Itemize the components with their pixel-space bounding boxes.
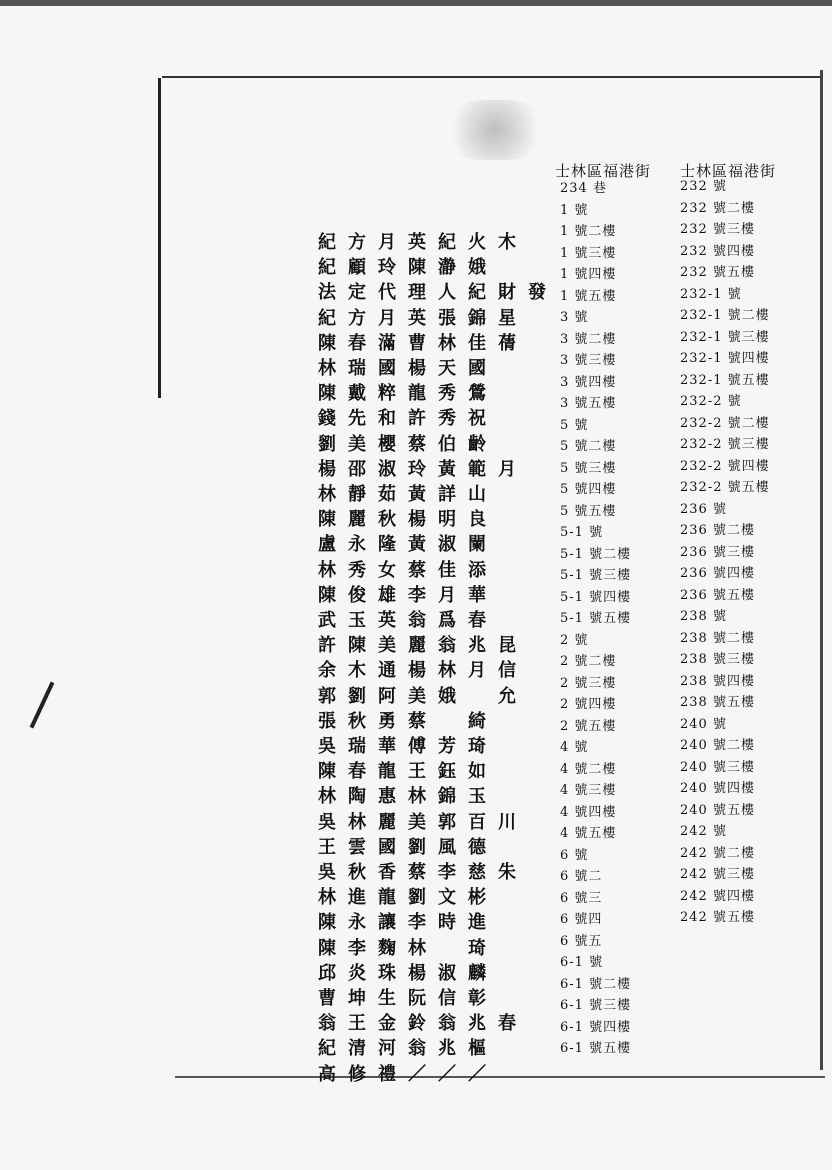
address-entry: 232-2 號五樓 <box>680 480 770 495</box>
address-entry: 238 號四樓 <box>680 673 755 689</box>
right-street-label: 士林區福港街 <box>680 162 777 180</box>
address-entry: 3 號 <box>560 310 589 325</box>
address-entry: 5 號 <box>560 417 589 433</box>
owner-name-line: 余木通楊林月信 <box>318 660 528 682</box>
address-entry: 6-1 號二樓 <box>560 976 632 992</box>
address-entry: 3 號五樓 <box>560 396 617 411</box>
address-entry: 232-2 號 <box>680 394 742 409</box>
address-entry: 1 號二樓 <box>560 224 617 239</box>
address-entry: 240 號四樓 <box>680 781 755 796</box>
owner-name-line: 法定代理人紀財發 <box>318 282 558 304</box>
address-entry: 3 號二樓 <box>560 331 617 347</box>
address-entry: 232-2 號三樓 <box>680 437 770 452</box>
address-entry: 232-1 號四樓 <box>680 351 770 366</box>
address-entry: 5 號二樓 <box>560 439 617 454</box>
address-entry: 6-1 號四樓 <box>560 1019 632 1035</box>
address-entry: 232-1 號二樓 <box>680 308 770 323</box>
address-entry: 232-1 號 <box>680 286 742 302</box>
address-entry: 6 號三 <box>560 890 603 906</box>
address-column-right <box>680 176 770 929</box>
address-entry: 242 號三樓 <box>680 867 755 882</box>
pen-mark <box>30 681 55 728</box>
address-entry: 4 號四樓 <box>560 804 617 820</box>
scan-edge <box>0 0 832 6</box>
address-entry: 232-2 號二樓 <box>680 415 770 431</box>
owner-name-line: 紀方月英紀火木 <box>318 232 528 253</box>
address-entry: 238 號五樓 <box>680 695 755 710</box>
address-entry: 4 號二樓 <box>560 761 617 777</box>
owner-name-line: 楊邵淑玲黃範月 <box>318 458 528 480</box>
address-entry: 3 號三樓 <box>560 353 617 368</box>
address-entry: 5-1 號三樓 <box>560 568 632 583</box>
address-entry: 232 號五樓 <box>680 265 755 280</box>
owner-name-line: 紀方月英張錦星 <box>318 307 528 329</box>
address-entry: 242 號 <box>680 824 727 839</box>
owner-name-line: 吳林麗美郭百川 <box>318 811 528 833</box>
address-entry: 1 號三樓 <box>560 245 617 261</box>
address-entry: 2 號五樓 <box>560 718 617 734</box>
owner-name-line: 林瑞國楊天國 <box>318 358 498 379</box>
address-entry: 236 號三樓 <box>680 544 755 560</box>
address-entry: 240 號二樓 <box>680 738 755 753</box>
address-entry: 6 號 <box>560 847 589 863</box>
address-entry: 1 號四樓 <box>560 267 617 282</box>
address-entry: 2 號三樓 <box>560 675 617 691</box>
address-entry: 232 號三樓 <box>680 222 755 237</box>
address-entry: 236 號五樓 <box>680 587 755 603</box>
address-entry: 5-1 號 <box>560 525 604 540</box>
address-entry: 6-1 號三樓 <box>560 998 632 1013</box>
owner-name-line: 紀清河翁兆樞 <box>318 1038 498 1060</box>
address-entry: 6 號四 <box>560 912 603 927</box>
address-entry: 232-1 號五樓 <box>680 372 770 388</box>
address-entry: 4 號五樓 <box>560 826 617 841</box>
address-entry: 4 號三樓 <box>560 783 617 798</box>
address-entry: 6-1 號五樓 <box>560 1041 632 1056</box>
owner-name-line: 張秋勇蔡 綺 <box>318 710 498 732</box>
owner-name-line: 翁王金鈴翁兆春 <box>318 1013 528 1035</box>
owner-name-line: 林進龍劉文彬 <box>318 887 498 909</box>
address-entry: 1 號五樓 <box>560 288 617 304</box>
owner-name-line: 高修禮／／／ <box>318 1063 498 1085</box>
address-entry: 232 號四樓 <box>680 243 755 259</box>
address-entry: 2 號四樓 <box>560 697 617 712</box>
address-entry: 232-1 號三樓 <box>680 329 770 345</box>
owner-name-line: 陳麗秋楊明良 <box>318 509 498 531</box>
address-entry: 5 號三樓 <box>560 460 617 476</box>
address-entry: 236 號二樓 <box>680 523 755 538</box>
owner-name-line: 武玉英翁爲春 <box>318 610 498 631</box>
frame-top-border <box>162 76 822 78</box>
address-entry: 238 號三樓 <box>680 652 755 667</box>
owner-name-line: 陳戴粹龍秀鶯 <box>318 383 498 405</box>
left-street-label: 士林區福港街 <box>555 162 652 180</box>
address-entry: 242 號四樓 <box>680 888 755 904</box>
address-entry: 242 號二樓 <box>680 845 755 861</box>
owner-name-line: 郭劉阿美娥 允 <box>318 685 528 707</box>
address-entry: 2 號二樓 <box>560 654 617 669</box>
owner-name-line: 盧永隆黃淑闌 <box>318 534 498 556</box>
address-entry: 240 號 <box>680 716 727 732</box>
owner-name-line: 許陳美麗翁兆昆 <box>318 635 528 657</box>
owner-name-line: 王雲國劉風德 <box>318 836 498 858</box>
owner-name-line: 林靜茹黃詳山 <box>318 484 498 505</box>
address-entry: 240 號五樓 <box>680 802 755 818</box>
address-entry: 238 號二樓 <box>680 630 755 646</box>
address-entry: 236 號 <box>680 501 727 517</box>
owner-name-line: 錢先和許秀祝 <box>318 408 498 430</box>
address-entry: 5 號四樓 <box>560 482 617 497</box>
owner-name-line: 陳春龍王鈺如 <box>318 761 498 783</box>
owner-name-line: 林秀女蔡佳添 <box>318 559 498 581</box>
address-column-left <box>560 178 631 1060</box>
address-entry: 242 號五樓 <box>680 910 755 925</box>
address-entry: 3 號四樓 <box>560 374 617 390</box>
frame-left-border <box>158 78 161 398</box>
owner-name-line: 陳春滿曹林佳蒨 <box>318 332 528 354</box>
address-entry: 5-1 號四樓 <box>560 589 632 605</box>
owner-name-line: 陳永讓李時進 <box>318 912 498 934</box>
owner-name-line: 林陶惠林錦玉 <box>318 786 498 808</box>
owner-name-line: 曹坤生阮信彰 <box>318 988 498 1009</box>
address-entry: 4 號 <box>560 740 589 755</box>
owner-name-line: 邱炎珠楊淑麟 <box>318 962 498 984</box>
address-entry: 6-1 號 <box>560 955 604 970</box>
owner-name-line: 陳李麴林 琦 <box>318 937 498 959</box>
address-entry: 232 號 <box>680 179 727 194</box>
address-entry: 5-1 號二樓 <box>560 546 632 562</box>
frame-right-border <box>820 70 823 1070</box>
address-entry: 2 號 <box>560 632 589 648</box>
owner-name-line: 陳俊雄李月華 <box>318 584 498 606</box>
owner-name-line: 紀顧玲陳瀞娥 <box>318 257 498 279</box>
ink-stamp <box>440 100 550 160</box>
address-entry: 1 號 <box>560 202 589 218</box>
address-entry: 234 巷 <box>560 181 607 196</box>
address-entry: 232-2 號四樓 <box>680 458 770 474</box>
address-entry: 6 號五 <box>560 933 603 949</box>
owner-name-line: 吳瑞華傅芳琦 <box>318 736 498 757</box>
owner-name-line: 吳秋香蔡李慈朱 <box>318 862 528 883</box>
address-entry: 240 號三樓 <box>680 759 755 775</box>
frame-bottom-border <box>175 1076 825 1078</box>
address-entry: 238 號 <box>680 609 727 624</box>
address-entry: 5-1 號五樓 <box>560 611 632 626</box>
owner-name-line: 劉美櫻蔡伯齡 <box>318 433 498 455</box>
address-entry: 232 號二樓 <box>680 200 755 216</box>
address-entry: 6 號二 <box>560 869 603 884</box>
address-entry: 236 號四樓 <box>680 566 755 581</box>
address-entry: 5 號五樓 <box>560 503 617 519</box>
